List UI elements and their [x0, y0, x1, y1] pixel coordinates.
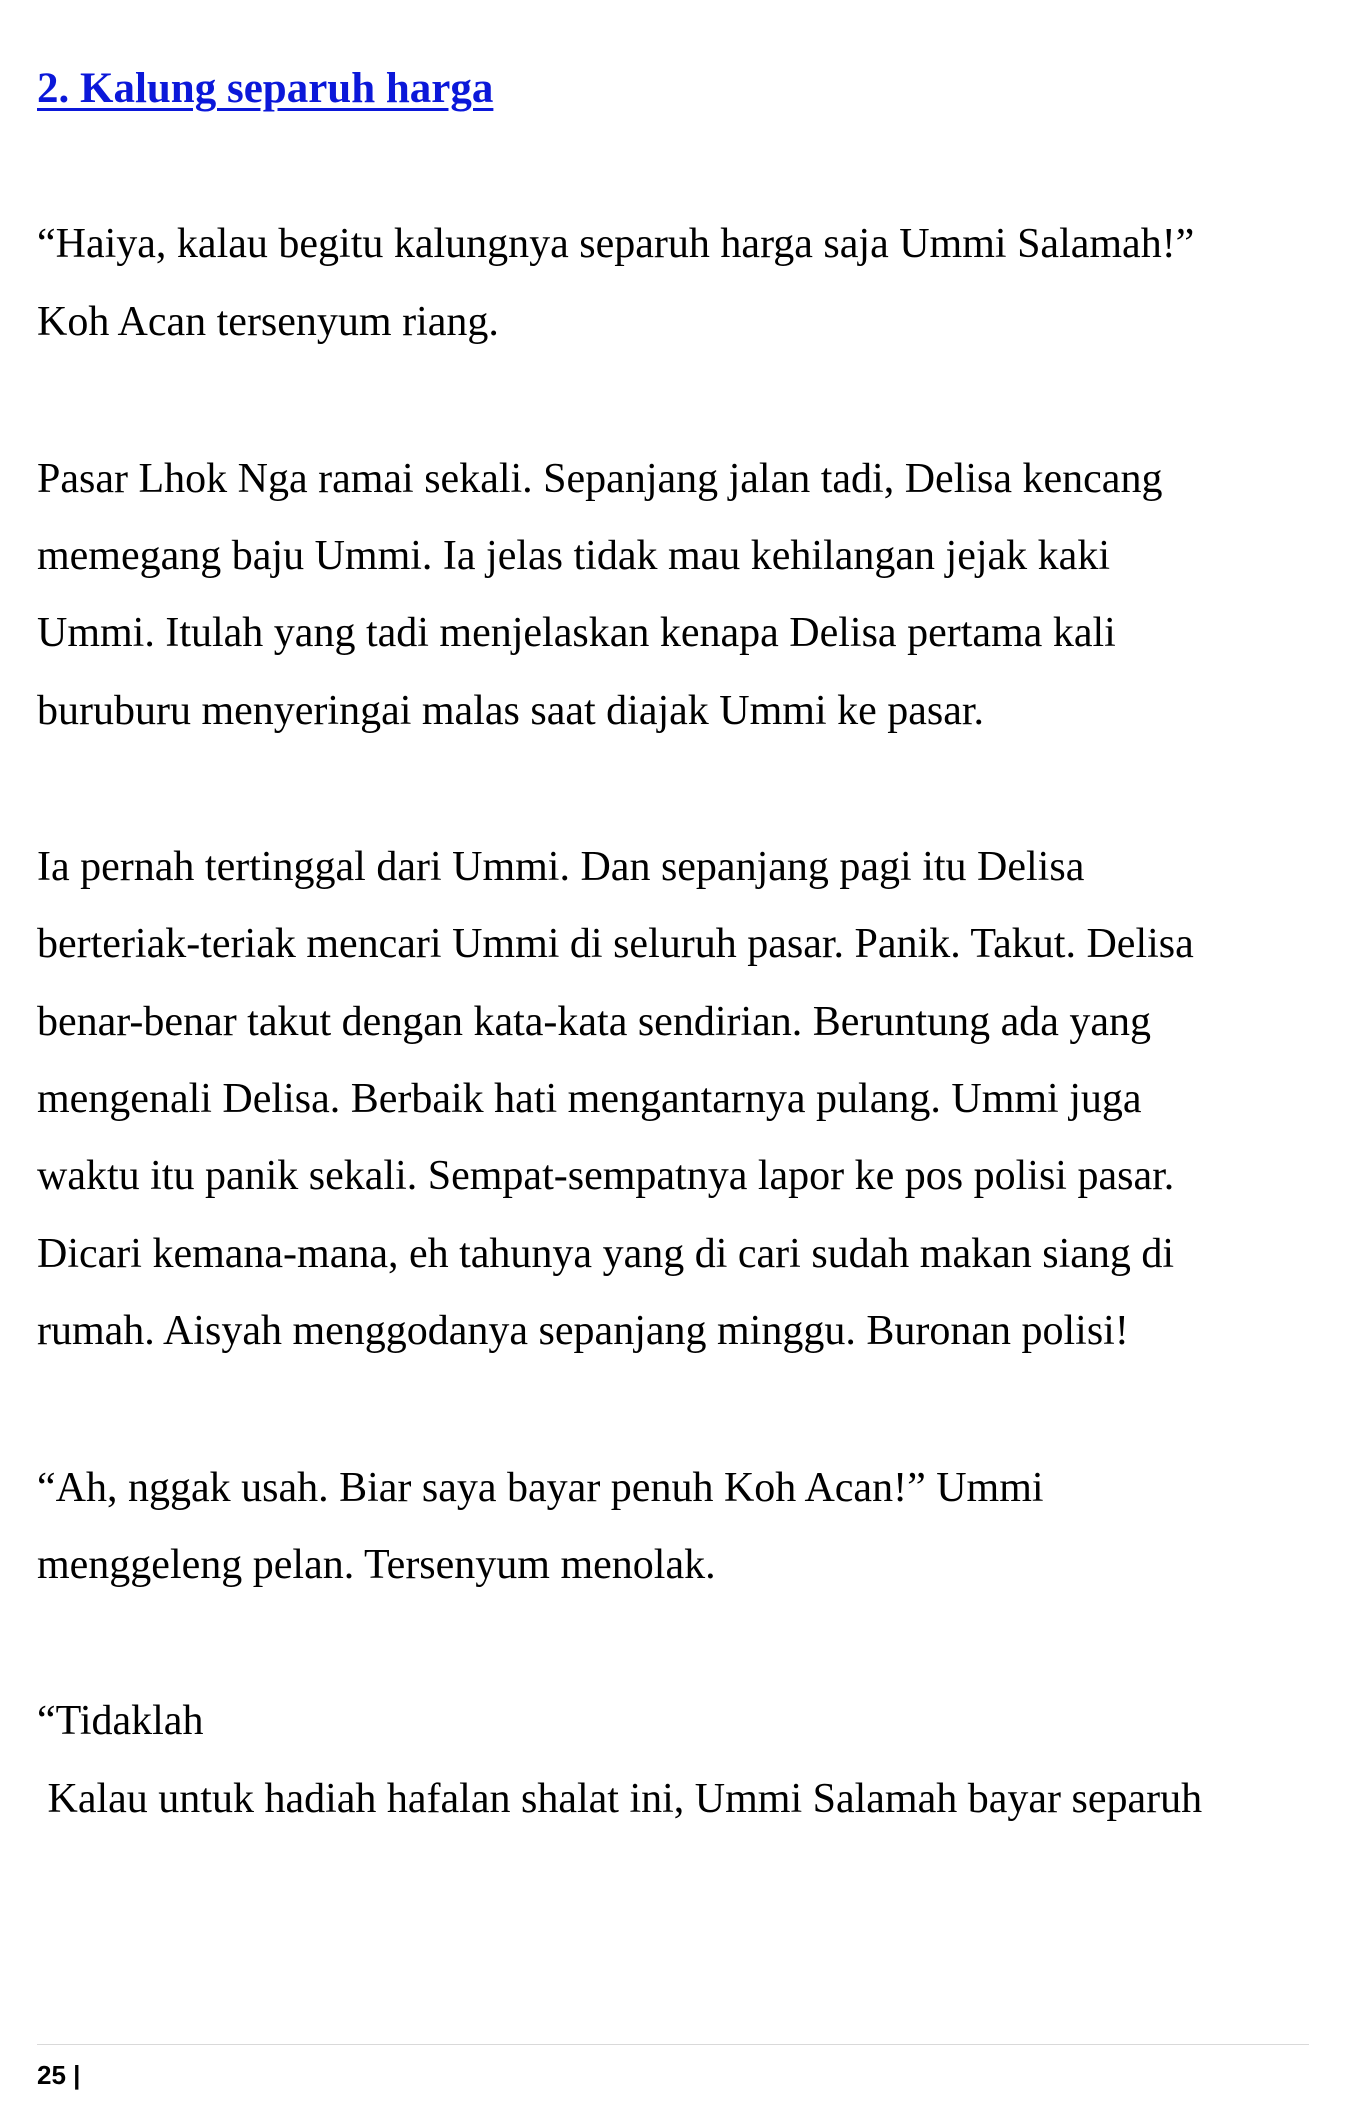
text-line: Pasar Lhok Nga ramai sekali. Sepanjang jalan tadi, Delisa kencang	[37, 456, 1163, 502]
text-line: “Ah, nggak usah. Biar saya bayar penuh Koh Acan!” Ummi	[37, 1465, 1044, 1511]
text-line: rumah. Aisyah menggodanya sepanjang minggu. Buronan polisi!	[37, 1308, 1129, 1354]
text-line: Koh Acan tersenyum riang.	[37, 299, 499, 345]
text-line: “Tidaklah	[37, 1698, 204, 1744]
chapter-heading[interactable]: 2. Kalung separuh harga	[37, 65, 494, 112]
text-line: menggeleng pelan. Tersenyum menolak.	[37, 1542, 716, 1588]
text-line: Ummi. Itulah yang tadi menjelaskan kenapa Delisa pertama kali	[37, 610, 1116, 656]
text-line: Dicari kemana-mana, eh tahunya yang di cari sudah makan siang di	[37, 1231, 1175, 1277]
text-line: waktu itu panik sekali. Sempat-sempatnya lapor ke pos polisi pasar.	[37, 1153, 1175, 1199]
text-line: “Haiya, kalau begitu kalungnya separuh harga saja Ummi Salamah!”	[37, 221, 1195, 267]
text-line: Kalau untuk hadiah hafalan shalat ini, Ummi Salamah bayar separuh	[37, 1776, 1203, 1822]
page-number: 25 |	[37, 2060, 81, 2090]
text-line: Ia pernah tertinggal dari Ummi. Dan sepanjang pagi itu Delisa	[37, 844, 1085, 890]
text-line: buruburu menyeringai malas saat diajak Ummi ke pasar.	[37, 688, 985, 734]
text-line: benar-benar takut dengan kata-kata sendirian. Beruntung ada yang	[37, 999, 1152, 1045]
text-line: memegang baju Ummi. Ia jelas tidak mau kehilangan jejak kaki	[37, 533, 1110, 579]
text-line: mengenali Delisa. Berbaik hati mengantarnya pulang. Ummi juga	[37, 1076, 1142, 1122]
text-line: berteriak-teriak mencari Ummi di seluruh pasar. Panik. Takut. Delisa	[37, 921, 1194, 967]
footer-divider	[37, 2044, 1309, 2045]
